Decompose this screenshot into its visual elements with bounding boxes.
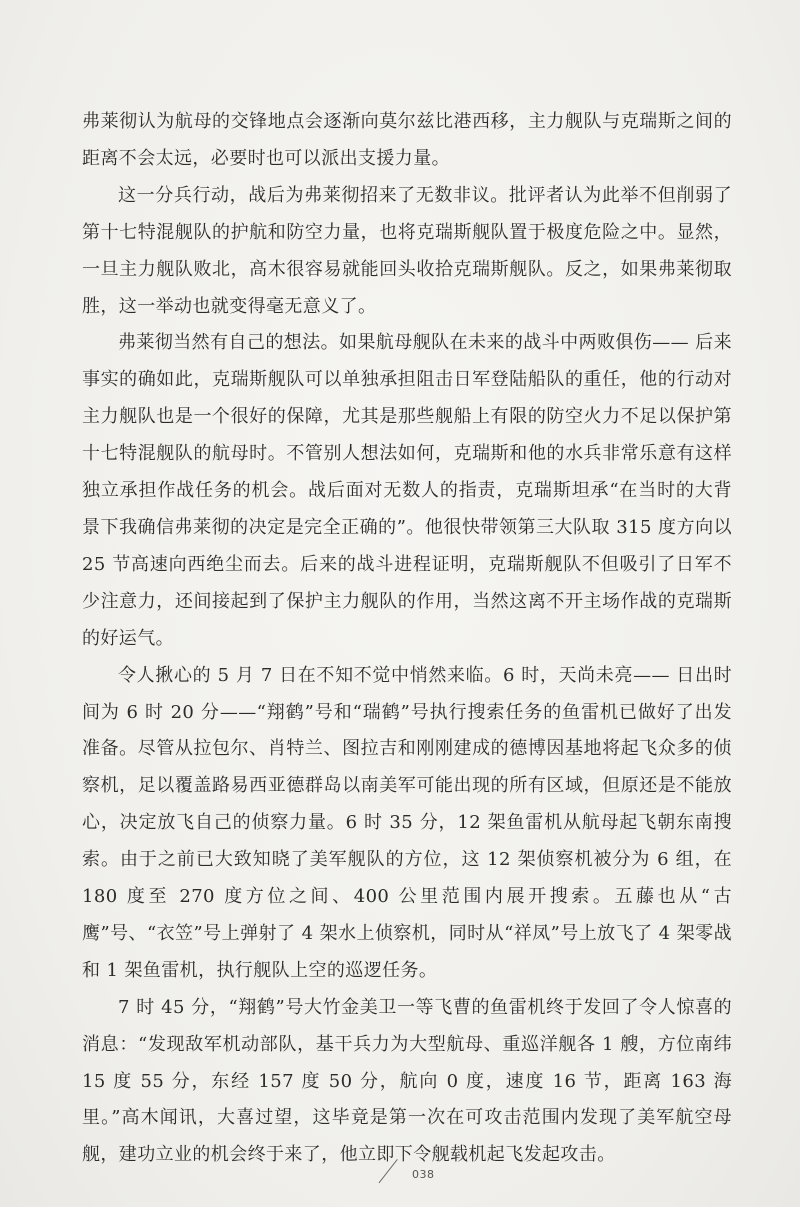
paragraph: 7 时 45 分，“翔鹤”号大竹金美卫一等飞曹的鱼雷机终于发回了令人惊喜的消息：“发现敌军机动部队，基干兵力为大型航母、重巡洋舰各 1 艘，方位南纬 15 度 55 分，东经 157 度 50 分，航向 0 度，速度 16 节，距离 163 海里。”高木闻讯，大喜过望，这毕竟是第一次在可攻击范围内发现了美军航空母舰，建功立业的机会终于来了，他立即下令舰载机起飞发起攻击。 bbox=[82, 996, 732, 1166]
page-number: 038 bbox=[412, 1168, 435, 1181]
paragraph: 弗莱彻当然有自己的想法。如果航母舰队在未来的战斗中两败俱伤—— 后来事实的确如此，克瑞斯舰队可以单独承担阻击日军登陆船队的重任，他的行动对主力舰队也是一个很好的保障，尤其是那些舰船上有限的防空火力不足以保护第十七特混舰队的航母时。不管别人想法如何，克瑞斯和他的水兵非常乐意有这样独立承担作战任务的机会。战后面对无数人的指责，克瑞斯坦承“在当时的大背景下我确信弗莱彻的决定是完全正确的”。他很快带领第三大队取 315 度方向以 25 节高速向西绝尘而去。后来的战斗进程证明，克瑞斯舰队不但吸引了日军不少注意力，还间接起到了保护主力舰队的作用，当然这离不开主场作战的克瑞斯的好运气。 bbox=[82, 332, 732, 649]
page-number-folio bbox=[395, 1155, 455, 1191]
paragraph: 令人揪心的 5 月 7 日在不知不觉中悄然来临。6 时，天尚未亮—— 日出时间为 6 时 20 分——“翔鹤”号和“瑞鹤”号执行搜索任务的鱼雷机已做好了出发准备。尽管从拉包尔、肖特兰、图拉吉和刚刚建成的德博因基地将起飞众多的侦察机，足以覆盖路易西亚德群岛以南美军可能出现的所有区域，但原还是不能放心，决定放飞自己的侦察力量。6 时 35 分，12 架鱼雷机从航母起飞朝东南搜索。由于之前已大致知晓了美军舰队的方位，这 12 架侦察机被分为 6 组，在 180 度至 270 度方位之间、400 公里范围内展开搜索。五藤也从“古鹰”号、“衣笠”号上弹射了 4 架水上侦察机，同时从“祥凤”号上放飞了 4 架零战和 1 架鱼雷机，执行舰队上空的巡逻任务。 bbox=[82, 664, 732, 981]
body-text bbox=[82, 104, 732, 1174]
paragraph-continuation: 弗莱彻认为航母的交锋地点会逐渐向莫尔兹比港西移，主力舰队与克瑞斯之间的距离不会太远，必要时也可以派出支援力量。 bbox=[82, 111, 732, 169]
paragraph: 这一分兵行动，战后为弗莱彻招来了无数非议。批评者认为此举不但削弱了第十七特混舰队的护航和防空力量，也将克瑞斯舰队置于极度危险之中。显然，一旦主力舰队败北，高木很容易就能回头收拾克瑞斯舰队。反之，如果弗莱彻取胜，这一举动也就变得毫无意义了。 bbox=[82, 184, 732, 317]
